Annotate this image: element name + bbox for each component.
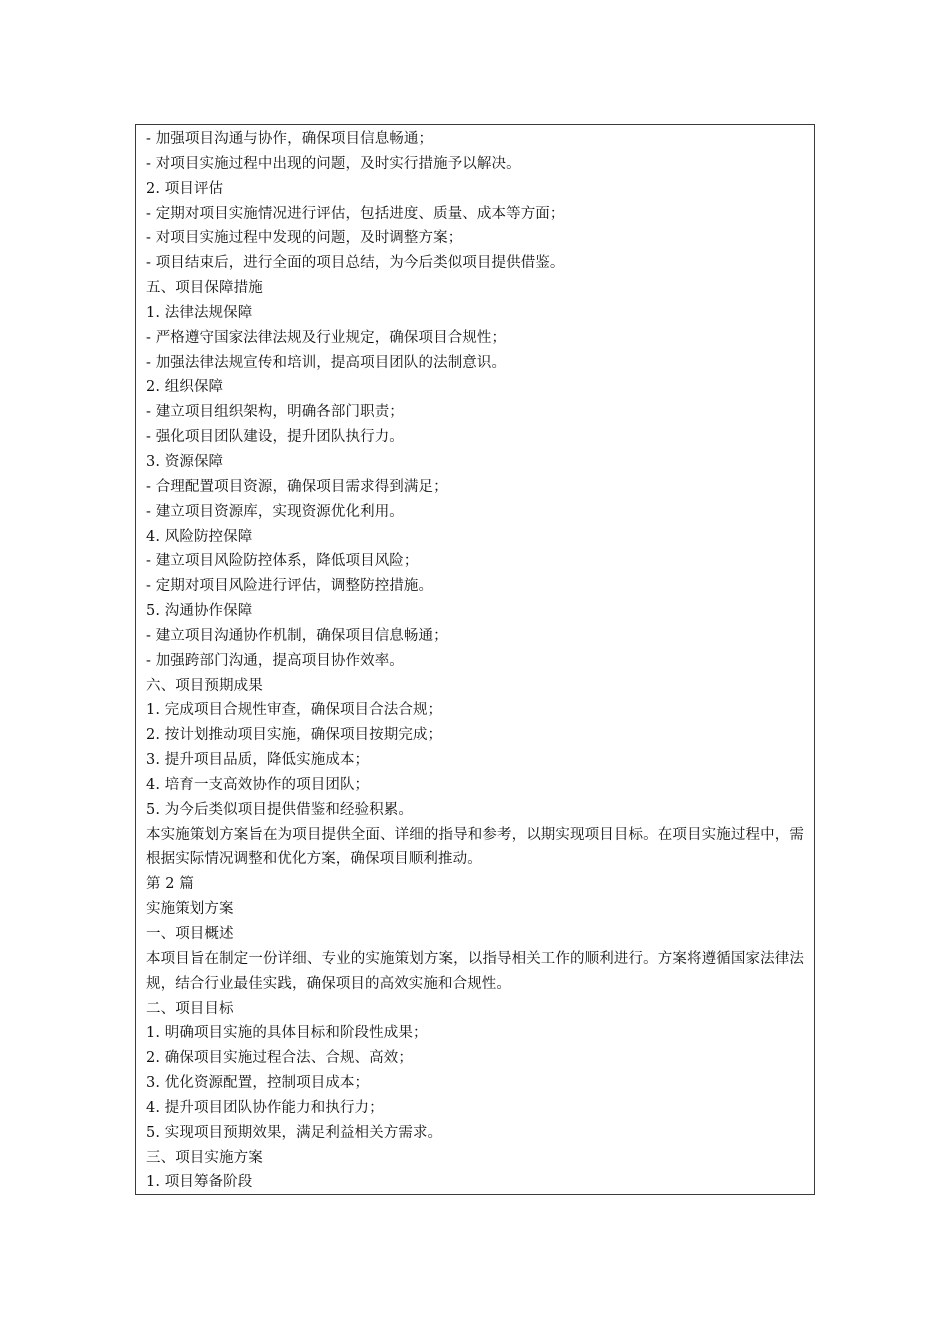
list-item: 4. 提升项目团队协作能力和执行力； — [146, 1099, 384, 1116]
summary-paragraph: 本实施策划方案旨在为项目提供全面、详细的指导和参考，以期实现项目目标。在项目实施过程中，需根据实际情况调整和优化方案，确保项目顺利推动。 — [146, 826, 804, 868]
list-item: 3. 优化资源配置，控制项目成本； — [146, 1075, 370, 1092]
list-item: 2. 按计划推动项目实施，确保项目按期完成； — [146, 727, 443, 744]
text-line: - 加强法律法规宣传和培训，提高项目团队的法制意识。 — [146, 354, 507, 371]
text-line: - 建立项目组织架构，明确各部门职责； — [146, 404, 404, 421]
section-heading: 五、项目保障措施 — [146, 280, 263, 297]
document-title: 实施策划方案 — [146, 901, 234, 918]
text-line: - 定期对项目风险进行评估，调整防控措施。 — [146, 578, 434, 595]
section-heading: 六、项目预期成果 — [146, 677, 263, 694]
section-heading: 2. 项目评估 — [146, 180, 224, 197]
text-line: - 强化项目团队建设，提升团队执行力。 — [146, 429, 404, 446]
text-line: - 对项目实施过程中发现的问题，及时调整方案； — [146, 230, 463, 247]
section-heading: 5. 沟通协作保障 — [146, 603, 253, 620]
section-heading: 2. 组织保障 — [146, 379, 224, 396]
section-heading: 1. 法律法规保障 — [146, 304, 253, 321]
text-line: - 定期对项目实施情况进行评估，包括进度、质量、成本等方面； — [146, 205, 565, 222]
section-heading: 1. 项目筹备阶段 — [146, 1174, 253, 1191]
text-line: - 加强跨部门沟通，提高项目协作效率。 — [146, 652, 404, 669]
text-line: - 项目结束后，进行全面的项目总结，为今后类似项目提供借鉴。 — [146, 255, 565, 272]
text-line: - 合理配置项目资源，确保项目需求得到满足； — [146, 478, 448, 495]
text-line: - 对项目实施过程中出现的问题，及时实行措施予以解决。 — [146, 155, 521, 172]
text-line: - 建立项目资源库，实现资源优化利用。 — [146, 503, 404, 520]
list-item: 3. 提升项目品质，降低实施成本； — [146, 752, 370, 769]
list-item: 5. 实现项目预期效果，满足利益相关方需求。 — [146, 1124, 443, 1141]
section-heading: 3. 资源保障 — [146, 453, 224, 470]
content-table-cell — [135, 124, 815, 1195]
section-heading: 二、项目目标 — [146, 1000, 234, 1017]
text-line: - 严格遵守国家法律法规及行业规定，确保项目合规性； — [146, 329, 507, 346]
list-item: 2. 确保项目实施过程合法、合规、高效； — [146, 1050, 413, 1067]
text-line: - 加强项目沟通与协作，确保项目信息畅通； — [146, 131, 434, 147]
section-heading: 4. 风险防控保障 — [146, 528, 253, 545]
chapter-label: 第 2 篇 — [146, 876, 194, 893]
list-item: 1. 明确项目实施的具体目标和阶段性成果； — [146, 1025, 428, 1042]
list-item: 1. 完成项目合规性审查，确保项目合法合规； — [146, 702, 443, 719]
list-item: 5. 为今后类似项目提供借鉴和经验积累。 — [146, 801, 413, 818]
section-heading: 一、项目概述 — [146, 926, 234, 942]
section-heading: 三、项目实施方案 — [146, 1149, 263, 1166]
text-line: - 建立项目风险防控体系，降低项目风险； — [146, 553, 419, 570]
list-item: 4. 培育一支高效协作的项目团队； — [146, 776, 370, 793]
overview-paragraph: 本项目旨在制定一份详细、专业的实施策划方案，以指导相关工作的顺利进行。方案将遵循国家法律法规，结合行业最佳实践，确保项目的高效实施和合规性。 — [146, 950, 804, 992]
text-line: - 建立项目沟通协作机制，确保项目信息畅通； — [146, 627, 448, 644]
